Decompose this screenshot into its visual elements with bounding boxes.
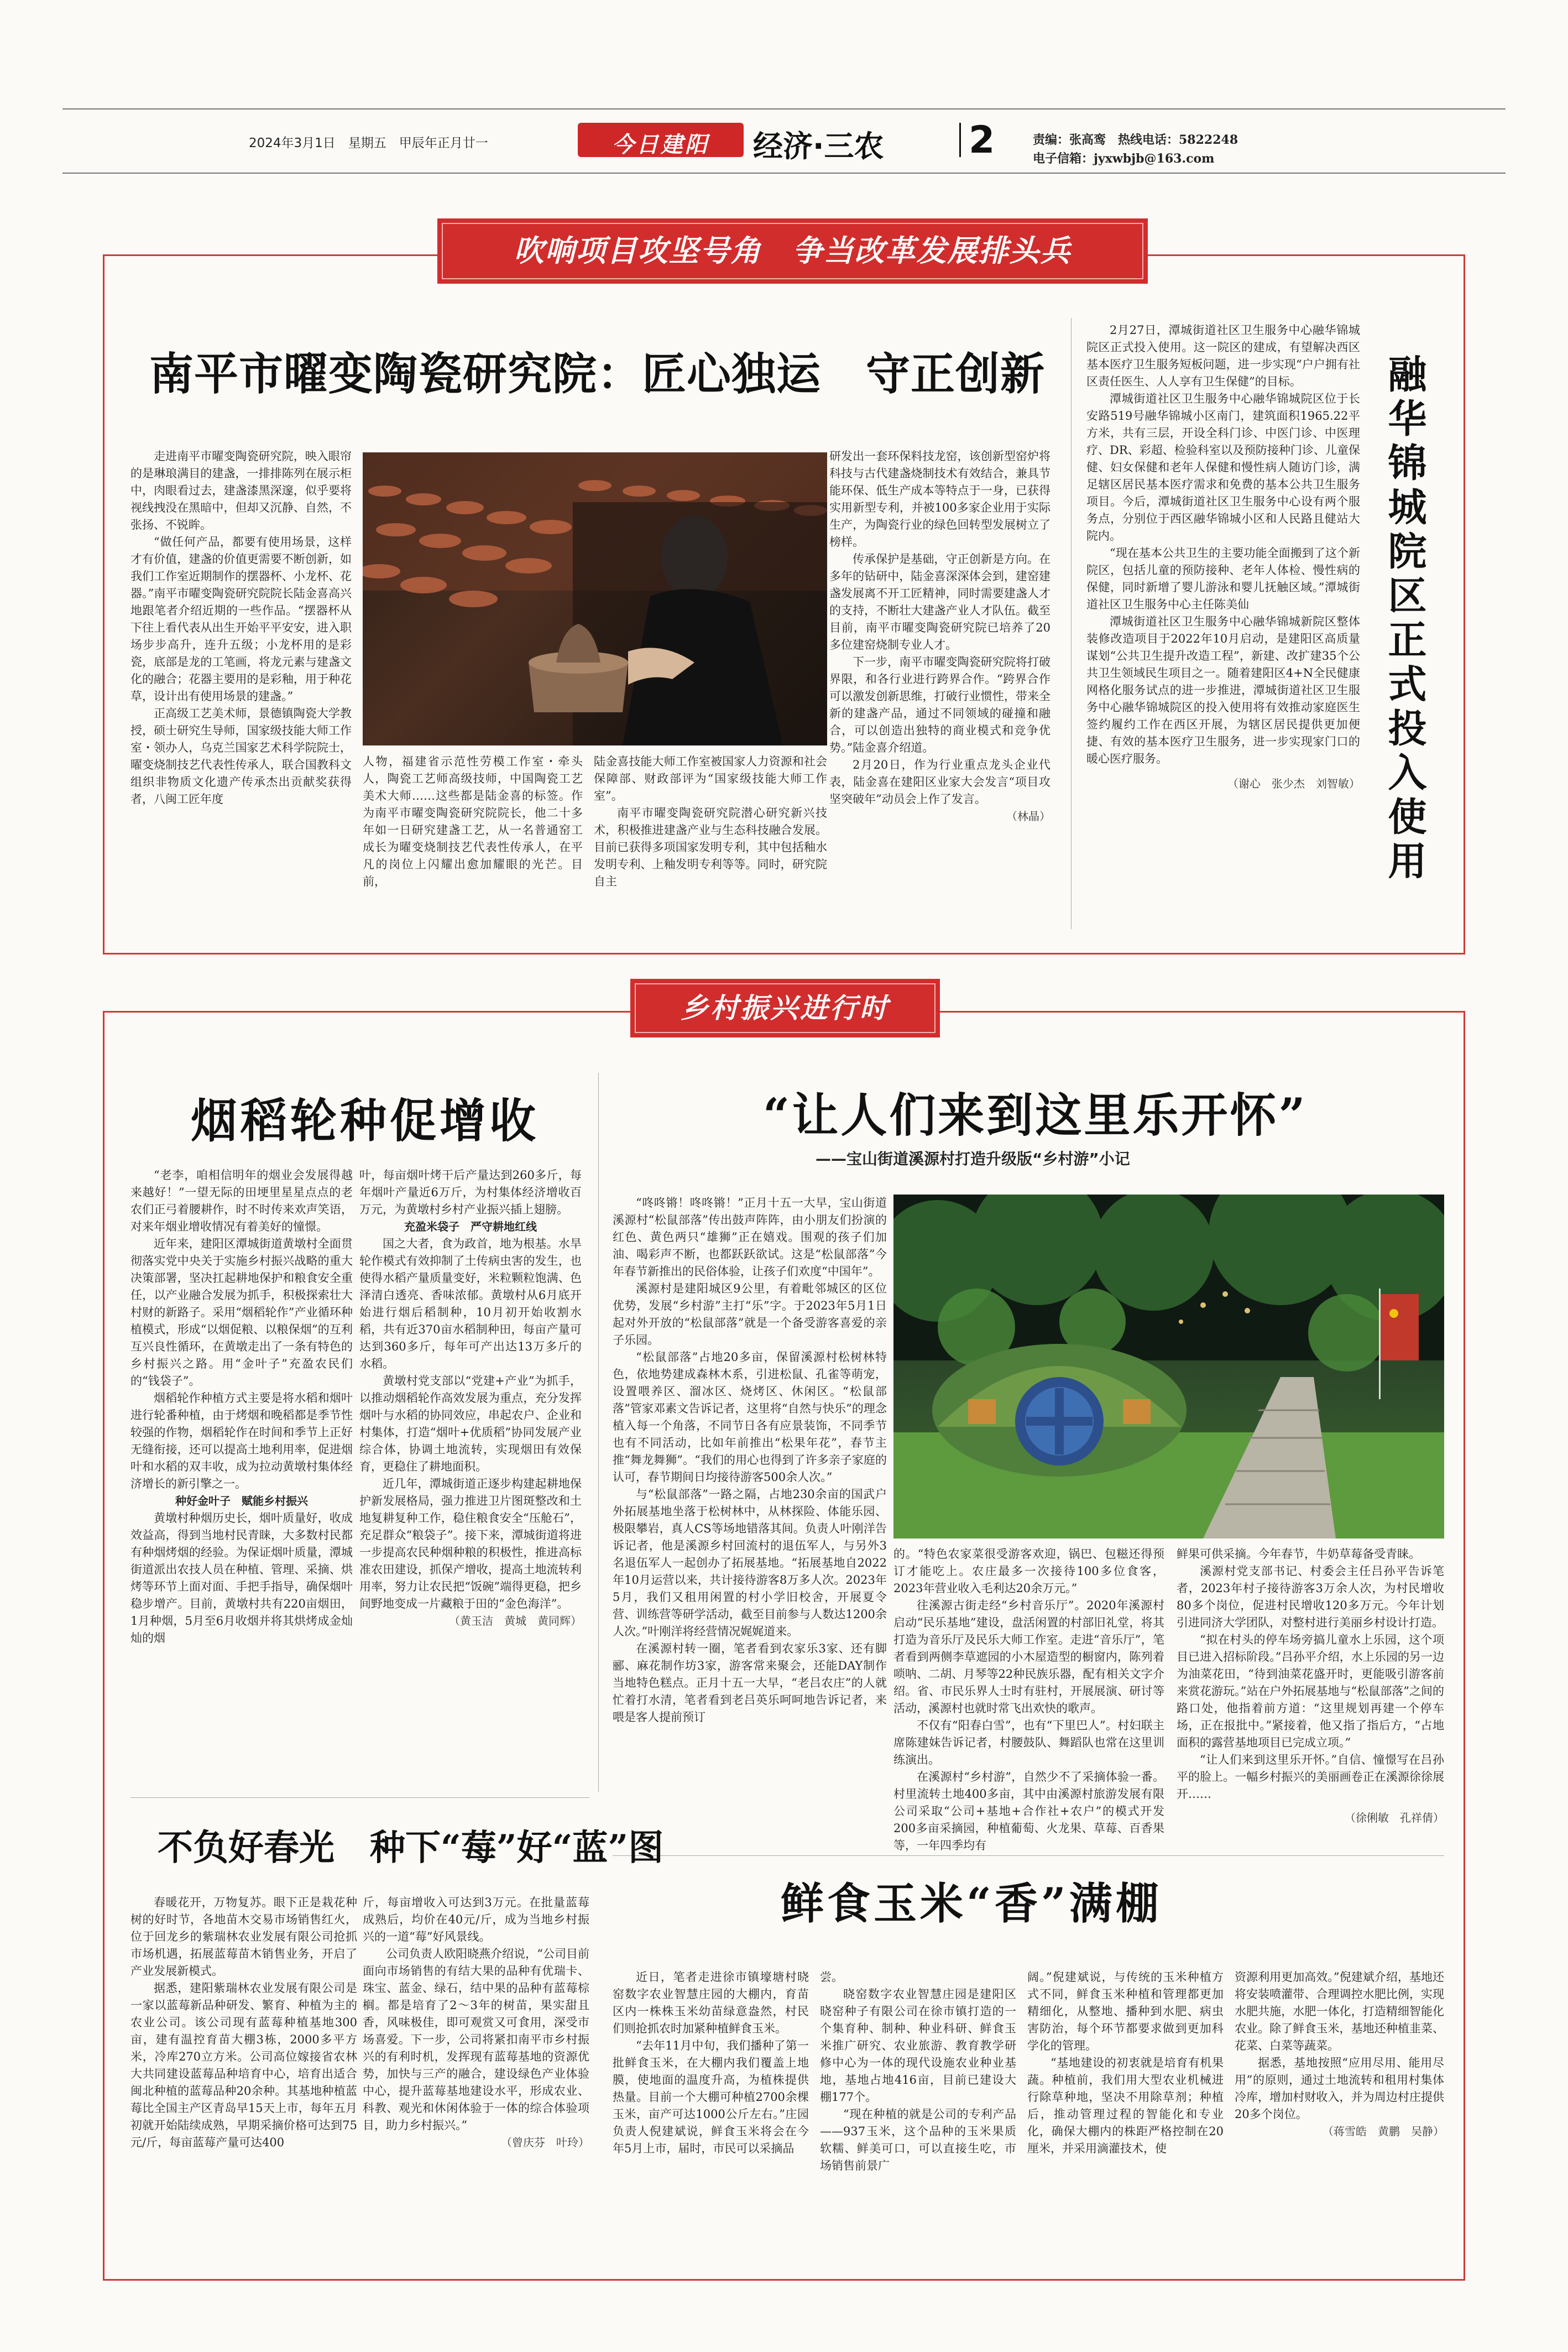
article6-col1: 近日，笔者走进徐市镇壕塘村晓窑数字农业智慧庄园的大棚内，育苗区内一株株玉米幼苗绿意盎然，村民们则抢抓农时加紧种植鲜食玉米。 “去年11月中旬，我们播种了第一批鲜食玉米，在大棚内我们覆盖上地膜，使地面的温度升高，为植株提供热量。目前一个大棚可种植2700余棵玉米，亩产可达1000公斤左右。”庄园负责人倪建斌说，鲜食玉米将会在今年5月上市，届时，市民可以采摘品 (613, 1970, 809, 2155)
masthead-bottom-rule (62, 173, 1506, 174)
article1-col4: 研发出一套环保料技龙窑，该创新型窑炉将科技与古代建盏烧制技术有效结合，兼具节能环保、低生产成本等特点于一身，已获得实用新型专利，并被100多家企业用于实际生产，为陶瓷行业的绿色回转型发展树立了榜样。 传承保护是基础，守正创新是方向。在多年的钻研中，陆金喜深深体会到，建窑建盏发展离不开工匠精神，同时需要建盏人才的支持，不断壮大建盏产业人才队伍。截至目前，南平市曜变陶瓷研究院已培养了20多位建窑烧制专业人才。 下一步，南平市曜变陶瓷研究院将打破界限，和各行业进行跨界合作。“跨界合作可以激发创新思维，打破行业惯性，带来全新的建盏产品，通过不同领域的碰撞和融合，可以创造出独特的商业模式和竞争优势。”陆金喜介绍道。 2月20日，作为行业重点龙头企业代表，陆金喜在建阳区业家大会发言“项目攻坚突破年”动员会上作了发言。 （林晶） (829, 448, 1050, 825)
page-number: 2 (969, 118, 995, 162)
top-column-divider (1071, 318, 1072, 929)
pottery-craftsman-photo (363, 452, 827, 745)
article4-col3: 鲜果可供采摘。今年春节，牛奶草莓备受青睐。 溪源村党支部书记、村委会主任吕孙平告诉笔者，2023年村子接待游客3万余人次，为村民增收80多个岗位，促进村民增收120多万元。今年计划引进同济大学团队，对整村进行美丽乡村设计打造。 “拟在村头的停车场旁搞儿童水上乐园，这个项目已进入招标阶段。”吕孙平介绍，水上乐园的另一边为油菜花田，“待到油菜花盛开时，更能吸引游客前来赏花游玩。”站在户外拓展基地与“松鼠部落”之间的路口处，他指着前方道：“这里规划再建一个停车场，正在报批中。”紧接着，他又指了指后方，“占地面积的露营基地项目已完成立项。” “让人们来到这里乐开怀。”自信、憧憬写在吕孙平的脸上。一幅乡村振兴的美丽画卷正在溪源徐徐展开…… （徐俐敏 孔祥倩） (1177, 1546, 1444, 1826)
article1-title: 南平市曜变陶瓷研究院：匠心独运 守正创新 (149, 348, 1045, 400)
article2-col1: 2月27日，潭城街道社区卫生服务中心融华锦城院区正式投入使用。这一院区的建成，有望解决西区基本医疗卫生服务短板问题，进一步实现“户户拥有社区责任医生、人人享有卫生保健”的目标。 潭城街道社区卫生服务中心融华锦城院区位于长安路519号融华锦城小区南门，建筑面积1965.22平方米，共有三层，开设全科门诊、中医门诊、中医理疗、DR、彩超、检验科室以及预防接种门诊、儿童保健、妇女保健和老年人保健和慢性病人随访门诊，满足辖区居民基本医疗需求和免费的基本公共卫生服务项目。今后，潭城街道社区卫生服务中心设有两个服务点，分别位于西区融华锦城小区和人民路且健站大院内。 “现在基本公共卫生的主要功能全面搬到了这个新院区，包括儿童的预防接种、老年人体检、慢性病的保健，同时新增了婴儿游泳和婴儿抚触区域。”潭城街道社区卫生服务中心主任陈美仙 潭城街道社区卫生服务中心融华锦城新院区整体装修改造项目于2022年10月启动，是建阳区高质量谋划“公共卫生提升改造工程”，新建、改扩建35个公共卫生领域民生项目之一。随着建阳区4+N全民健康网格化服务试点的进一步推进，潭城街道社区卫生服务中心融华锦城院区的投入使用将有效推动家庭医生签约履约工作在西区开展，为辖区居民提供更加便捷、有效的基本医疗卫生服务，进一步实现家门口的暖心医疗服务。 （谢心 张少杰 刘智敏） (1086, 322, 1360, 792)
article3-col2: 叶，每亩烟叶烤干后产量达到260多斤，每年烟叶产量近6万斤，为村集体经济增收百万元，为黄墩村乡村产业振兴插上翅膀。 充盈米袋子 严守耕地红线 国之大者，食为政首，地为根基。水旱轮作模式有效抑制了土传病虫害的发生，也使得水稻产量质量变好，米粒颗粒饱满、色泽清白透亮、香味浓郁。黄墩村从6月底开始进行烟后稻制种，10月初开始收割水稻，共有近370亩水稻制种田，每亩产量可达到360多斤，每年可产出达13万多斤的水稻。 黄墩村党支部以“党建+产业”为抓手，以推动烟稻轮作高效发展为重点，充分发挥烟叶与水稻的协同效应，串起农户、企业和村集体，打造“烟叶+优质稻”协同发展产业综合体，协调土地流转，实现烟田有效保育，更稳住了耕地面积。 近几年，潭城街道正逐步构建起耕地保护新发展格局，强力推进卫片图斑整改和土地复耕复种工作，稳住粮食安全“压舱石”，充足群众“粮袋子”。接下来，潭城街道将进一步提高农民种烟种粮的积极性，推进高标准农田建设，抓保产增收，提高土地流转利用率，努力让农民把“饭碗”端得更稳，把乡间野地变成一片藏粮于田的“金色海洋”。 （黄玉洁 黄城 黄同辉） (359, 1167, 582, 1629)
article2-byline: （谢心 张少杰 刘智敏） (1227, 777, 1360, 790)
bottom-left-divider (598, 1073, 599, 1792)
article6-col3: 阔。”倪建斌说，与传统的玉米种植方式不同，鲜食玉米种植和管理都更加精细化，从整地、播种到水肥、病虫害防治，每个环节都要求做到更加科学化的管理。 “基地建设的初衷就是培育有机果蔬。种植前，我们用大型农业机械进行除草种地，坚决不用除草剂；种植后，推动管理过程的智能化和专业化，确保大棚内的株距严格控制在20厘米，并采用滴灌技术，使 (1027, 1970, 1224, 2155)
article1-col1: 走进南平市曜变陶瓷研究院，映入眼帘的是琳琅满目的建盏，一排排陈列在展示柜中，肉眼看过去，建盏漆黑深邃，似乎要将视线拽没在黑暗中，但却又沉静、自然，不张扬、不锐眸。 “做任何产品，都要有使用场景，这样才有价值，建盏的价值更需要不断创新，如我们工作室近期制作的摆器杯、小龙杯、花器。”南平市曜变陶瓷研究院院长陆金喜高兴地跟笔者介绍近期的一些作品。“摆器杯从下往上看代表从出生开始平平安安，进入职场步步高升，连升五级；小龙杯用的是彩瓷，底部是龙的工笔画，将龙元素与建盏文化的融合；花器主要用的是彩釉，用于种花草，设计出有使用场景的建盏。” 正高级工艺美术师，景德镇陶瓷大学教授，硕士研究生导师，国家级技能大师工作室・领办人，乌克兰国家艺术科学院院士，曜变烧制技艺代表性传承人，联合国教科文组织非物质文化遗产传承杰出贡献奖获得者，八闽工匠年度 (130, 450, 352, 806)
editor-line: 责编：张高鸾 热线电话：5822248 (1033, 133, 1238, 147)
article1-col2: 人物，福建省示范性劳模工作室・牵头人，陶瓷工艺师高级技师，中国陶瓷工艺美术大师……这些都是陆金喜的标签。作为南平市曜变陶瓷研究院院长，他二十多年如一日研究建盏工艺，从一名普通窑工成长为曜变烧制技艺代表性传承人，在平凡的岗位上闪耀出愈加耀眼的光芒。目前， (363, 755, 583, 888)
article2-title: 融华锦城院区正式投入使用 (1382, 354, 1428, 885)
article6-col2: 尝。 晓窑数字农业智慧庄园是建阳区晓窑种子有限公司在徐市镇打造的一个集育种、制种、种业科研、鲜食玉米推广研究、农业旅游、教育教学研修中心为一体的现代设施农业种业基地，基地占地416亩，目前已建设大棚177个。 “现在种植的就是公司的专利产品——937玉米，这个品种的玉米果质软糯、鲜美可口，可以直接生吃，市场销售前景广 (820, 1970, 1016, 2172)
section-name: 经济·三农 (753, 129, 884, 164)
article6-title: 鲜食玉米“香”满棚 (781, 1879, 1162, 1929)
article1-col3: 陆金喜技能大师工作室被国家人力资源和社会保障部、财政部评为“国家级技能大师工作室”。 南平市曜变陶瓷研究院潜心研究新兴技术，积极推进建盏产业与生态科技融合发展。目前已获得多项国家发明专利，其中包括釉水发明专利、上釉发明专利等等。同时，研究院自主 (594, 755, 827, 888)
article5-col2: 斤，每亩增收入可达到3万元。在批量蓝莓成熟后，均价在40元/斤，成为当地乡村振兴的一道“莓”好风景线。 公司负责人欧阳晓燕介绍说，“公司目前面向市场销售的有结大果的品种有优瑞卡、珠宝、蓝金、绿石，结中果的品种有蓝莓棕榈。都是培育了2～3年的树苗，果实甜且香，风味极佳，即可观赏又可食用，深受市场喜爱。下一步，公司将紧扣南平市乡村振兴的有利时机，发挥现有蓝莓基地的资源优势，加快与三产的融合，建设绿色产业体验中心，提升蓝莓基地建设水平，形成农业、科教、观光和休闲体验于一体的综合体验项目，助力乡村振兴。” （曾庆芬 叶玲） (363, 1894, 589, 2151)
article3-title: 烟稻轮种促增收 (191, 1093, 540, 1148)
article4-byline: （徐俐敏 孔祥倩） (1345, 1811, 1444, 1824)
bottom-middle-horizontal-rule (613, 1855, 1444, 1856)
article4-col1: “咚咚锵！咚咚锵！”正月十五一大早，宝山街道溪源村“松鼠部落”传出鼓声阵阵，由小朋友们扮演的红色、黄色两只“雄狮”正在嬉戏。围观的孩子们加油、喝彩声不断，也都跃跃欲试。这是“松鼠部落”今年春节新推出的民俗体验，让孩子们欢度“中国年”。 溪源村是建阳城区9公里，有着毗邻城区的区位优势，发展“乡村游”主打“乐”字。于2023年5月1日起对外开放的“松鼠部落”就是一个备受游客喜爱的亲子乐园。 “松鼠部落”占地20多亩，保留溪源村松树林特色，依地势建成森林木系，引进松鼠、孔雀等萌宠，设置喂养区、溜冰区、烧烤区、休闲区。“松鼠部落”管家邓素文告诉记者，这里将“自然与快乐”的理念植入每一个角落，不同节日各有应景装饰，不同季节也有不同活动，比如年前推出“松果年花”，春节主推“舞龙舞狮”。“我们的用心也得到了许多亲子家庭的认可，春节期间日均接待游客500余人次。” 与“松鼠部落”一路之隔，占地230余亩的国武户外拓展基地坐落于松树林中，从林探险、体能乐园、极限攀岩，真人CS等场地错落其间。负责人叶刚洋告诉记者，他是溪源乡村回流村的退伍军人，与另外3名退伍军人一起创办了拓展基地。“拓展基地自2022年10月运营以来，共计接待游客8万多人次。2023年5月，我们又租用闲置的村小学旧校舍，开展夏令营、训练营等研学活动，截至目前参与人数达1200余人次。”叶刚洋将经营情况娓娓道来。 在溪源村转一圈，笔者看到农家乐3家、还有脚郦、麻花制作坊3家，游客常来聚会，还能DAY制作当地特色糕点。正月十五一大早，“老吕农庄”的人就忙着打水清，笔者看到老吕英乐呵呵地告诉记者，来喂是客人提前预订 (613, 1196, 887, 1724)
article5-title: 不负好春光 种下“莓”好“蓝”图 (158, 1827, 664, 1869)
pottery-photo-art (363, 452, 827, 745)
article3-byline: （黄玉洁 黄城 黄同辉） (449, 1614, 582, 1628)
bottom-section-banner: 乡村振兴进行时 (630, 979, 940, 1037)
article4-col2: 的。“特色农家菜很受游客欢迎，锅巴、包糍还得预订才能吃上。农庄最多一次接待100多位食客，2023年营业收入毛利达20余万元。” 往溪源古街走经“乡村音乐厅”。2020年溪源村启动“民乐基地”建设，盘活闲置的村部旧礼堂，将其打造为音乐厅及民乐大师工作室。走进“音乐厅”，笔者看到两侧李草遮园的小木屋造型的橱窗内，陈列着唢呐、二胡、月琴等22种民族乐器，配有相关文字介绍。省、市民乐界人士时有驻村，开展展演、研讨等活动，溪源村也就时常飞出欢快的歌声。 不仅有“阳春白雪”，也有“下里巴人”。村妇联主席陈建妹告诉记者，村腰鼓队、舞蹈队也常在这里训练演出。 在溪源村“乡村游”，自然少不了采摘体验一番。村里流转土地400多亩，其中由溪源村旅游发展有限公司采取“公司+基地+合作社+农户”的模式开发200多亩采摘园，种植葡萄、火龙果、草莓、百香果等，一年四季均有 (893, 1547, 1164, 1852)
village-park-photo (893, 1195, 1444, 1539)
article4-title: “让人们来到这里乐开怀” (763, 1088, 1308, 1143)
masthead-top-rule (62, 108, 1506, 109)
top-section-banner: 吹响项目攻坚号角 争当改革发展排头兵 (437, 218, 1148, 284)
masthead-logo (578, 123, 744, 157)
village-photo-art (893, 1195, 1444, 1539)
article5-byline: （曾庆芬 叶玲） (501, 2136, 589, 2149)
article5-col1: 春暖花开，万物复苏。眼下正是栽花种树的好时节，各地苗木交易市场销售红火，位于回龙乡的紫瑞林农业发展有限公司抢抓市场机遇，拓展蓝莓苗木销售业务，开启了产业发展新模式。 据悉，建阳紫瑞林农业发展有限公司是一家以蓝莓新品种研发、繁育、种植为主的农业公司。该公司现有蓝莓种植基地300亩，建有温控育苗大棚3栋，2000多平方米，冷库270立方米。公司高位嫁接省农林大共同建设蓝莓品种培育中心，培育出适合闽北种植的蓝莓品种20余种。其基地种植蓝莓比全国主产区青岛早15天上市，每年五月初就开始陆续成熟，早期采摘价格可达到75元/斤，每亩蓝莓产量可达400 (130, 1896, 357, 2149)
paper-name-logo: 今日建阳 (612, 132, 709, 158)
bottom-left-horizontal-rule (130, 1797, 589, 1798)
email-line: 电子信箱：jyxwbjb@163.com (1033, 152, 1215, 166)
article4-subtitle: ——宝山街道溪源村打造升级版“乡村游”小记 (816, 1150, 1130, 1168)
article6-byline: （蒋雪皓 黄鹏 吴静） (1323, 2125, 1444, 2138)
article6-col4: 资源利用更加高效。”倪建斌介绍，基地还将安装喷灌带、合理调控水肥比例，实现水肥共施，水肥一体化，打造精细智能化农业。除了鲜食玉米，基地还种植韭菜、花菜、白菜等蔬菜。 据悉，基地按照“应用尽用、能用尽用”的原则，通过土地流转和租用村集体冷库，增加村财收入，并为周边村庄提供20多个岗位。 （蒋雪皓 黄鹏 吴静） (1235, 1969, 1444, 2140)
article1-byline: （林晶） (1006, 810, 1050, 823)
article3-col1: “老李，咱相信明年的烟业会发展得越来越好！”一望无际的田埂里星星点点的老农们正弓着腰耕作，时不时传来欢声笑语，对来年烟业增收情况有着美好的憧憬。 近年来，建阳区潭城街道黄墩村全面贯彻落实党中央关于实施乡村振兴战略的重大决策部署，坚决扛起耕地保护和粮食安全重任，以产业融合发展为抓手，积极探索壮大村财的新路子。采用“烟稻轮作”产业循环种植模式，形成“以烟促粮、以粮保烟”的互利互兴良性循环，在黄墩走出了一条有特色的乡村振兴之路。用“金叶子”充盈农民们的“钱袋子”。 烟稻轮作种植方式主要是将水稻和烟叶进行轮番种植，由于烤烟和晚稻都是季节性较强的作物，烟稻轮作在时间和季节上正好无缝衔接，还可以提高土地利用率，促进烟叶和水稻的双丰收，成为拉动黄墩村集体经济增长的新引擎之一。 种好金叶子 赋能乡村振兴 黄墩村种烟历史长，烟叶质量好，收成效益高，得到当地村民青睐，大多数村民都有种烟烤烟的经验。为保证烟叶质量，潭城街道派出农技人员在种植、管理、采摘、烘烤等环节上面对面、手把手指导，确保烟叶稳步增产。目前，黄墩村共有220亩烟田，1月种烟，5月至6月收烟并将其烘烤成金灿灿的烟 (130, 1169, 353, 1645)
masthead-date: 2024年3月1日 星期五 甲辰年正月廿一 (249, 136, 488, 150)
masthead-divider (959, 123, 961, 157)
